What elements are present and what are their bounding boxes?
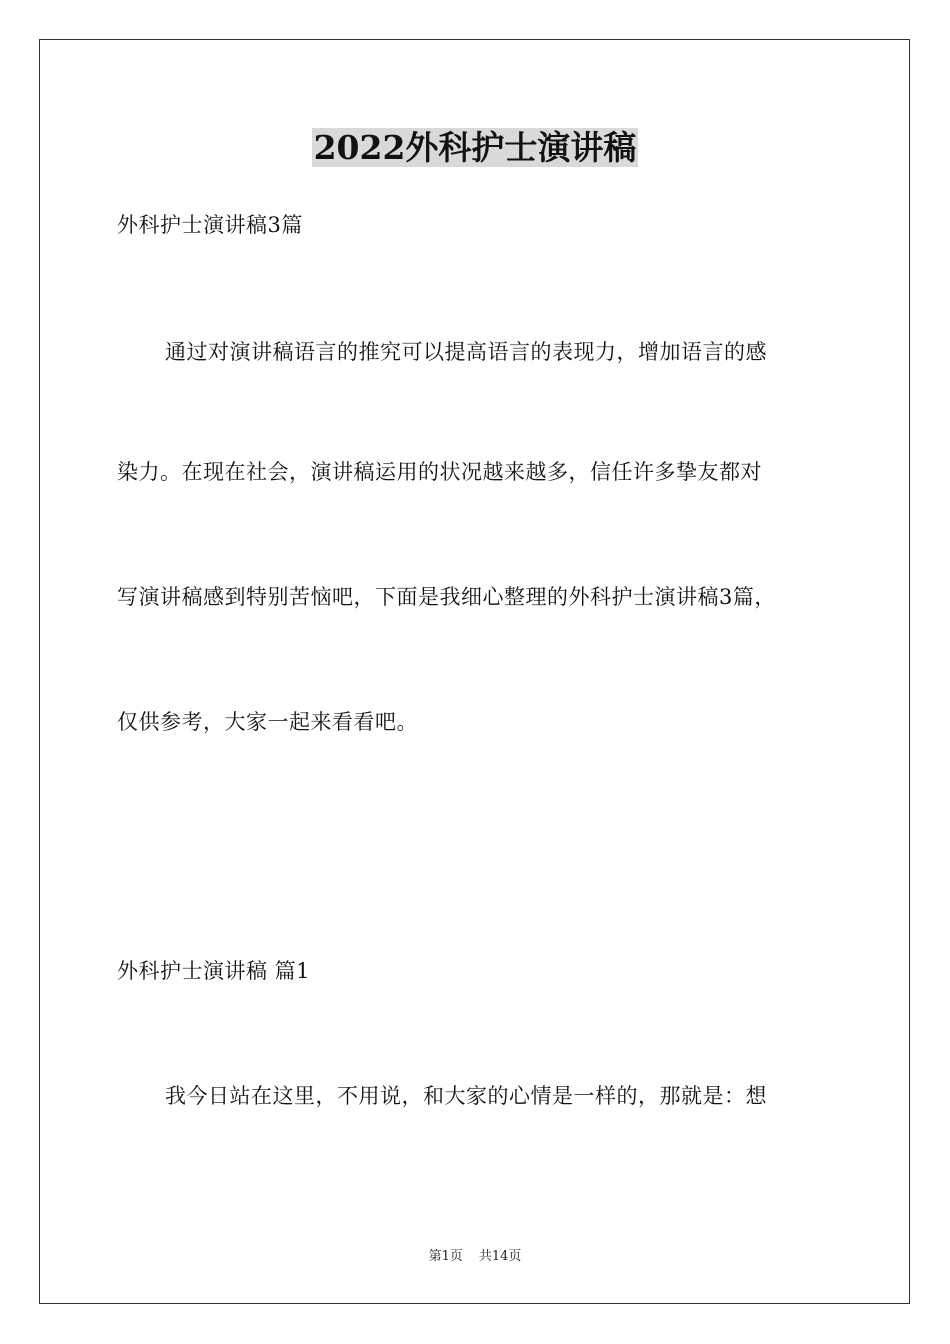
page-number: 第1页 (428, 1249, 463, 1264)
paragraph-line: 写演讲稿感到特别苦恼吧，下面是我细心整理的外科护士演讲稿3篇， (117, 585, 776, 609)
page-footer (0, 1248, 950, 1266)
document-subtitle: 外科护士演讲稿3篇 (117, 213, 303, 237)
paragraph-line: 我今日站在这里，不用说，和大家的心情是一样的，那就是：想 (165, 1084, 767, 1108)
document-title-text: 2022外科护士演讲稿 (313, 128, 637, 167)
paragraph-line: 仅供参考，大家一起来看看吧。 (117, 710, 418, 734)
document-title (0, 128, 950, 168)
paragraph-line: 通过对演讲稿语言的推究可以提高语言的表现力，增加语言的感 (165, 340, 767, 364)
section-heading: 外科护士演讲稿 篇1 (117, 959, 311, 983)
page-total: 共14页 (478, 1249, 522, 1264)
paragraph-line: 染力。在现在社会，演讲稿运用的状况越来越多，信任许多挚友都对 (117, 460, 762, 484)
